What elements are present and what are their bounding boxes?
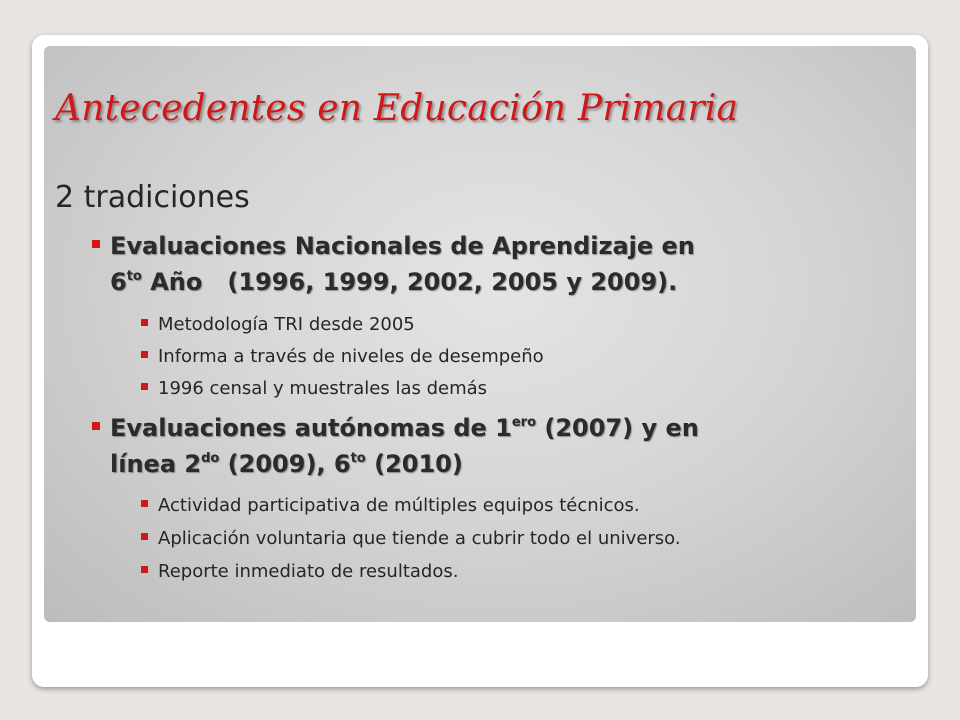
section-2-item: Reporte inmediato de resultados. bbox=[158, 561, 459, 582]
superscript: to bbox=[126, 269, 142, 284]
section-2-heading-text: (2010) bbox=[365, 450, 463, 478]
section-2-item: Aplicación voluntaria que tiende a cubrir todo el universo. bbox=[158, 528, 681, 549]
section-2-heading-text: línea 2 bbox=[110, 450, 202, 478]
superscript: ero bbox=[511, 415, 537, 430]
bullet-square-icon bbox=[92, 422, 100, 430]
superscript: do bbox=[201, 451, 220, 466]
section-1-heading-line-2 bbox=[110, 266, 677, 298]
section-1-item: Metodología TRI desde 2005 bbox=[158, 314, 415, 335]
bullet-square-icon bbox=[141, 319, 148, 326]
section-2-heading-line-1 bbox=[110, 412, 699, 444]
slide-subtitle: 2 tradiciones bbox=[55, 180, 250, 215]
section-2-item: Actividad participativa de múltiples equipos técnicos. bbox=[158, 495, 640, 516]
bullet-square-icon bbox=[141, 351, 148, 358]
bullet-square-icon bbox=[141, 566, 148, 573]
bullet-square-icon bbox=[141, 533, 148, 540]
section-1-heading-text: 6 bbox=[110, 268, 127, 296]
bullet-square-icon bbox=[141, 383, 148, 390]
section-1-heading-text: Evaluaciones Nacionales de Aprendizaje en bbox=[110, 232, 695, 260]
section-1-item: Informa a través de niveles de desempeño bbox=[158, 346, 544, 367]
section-1-heading-line-1 bbox=[110, 230, 695, 262]
section-1-heading-text: Año (1996, 1999, 2002, 2005 y 2009). bbox=[141, 268, 678, 296]
section-2-heading-line-2 bbox=[110, 448, 463, 480]
bullet-square-icon bbox=[92, 240, 100, 248]
section-1-item: 1996 censal y muestrales las demás bbox=[158, 378, 488, 399]
slide-title: Antecedentes en Educación Primaria bbox=[55, 88, 739, 129]
section-2-heading-text: (2007) y en bbox=[536, 414, 699, 442]
bullet-square-icon bbox=[141, 500, 148, 507]
superscript: to bbox=[350, 451, 366, 466]
section-2-heading-text: Evaluaciones autónomas de 1 bbox=[110, 414, 512, 442]
section-2-heading-text: (2009), 6 bbox=[219, 450, 351, 478]
